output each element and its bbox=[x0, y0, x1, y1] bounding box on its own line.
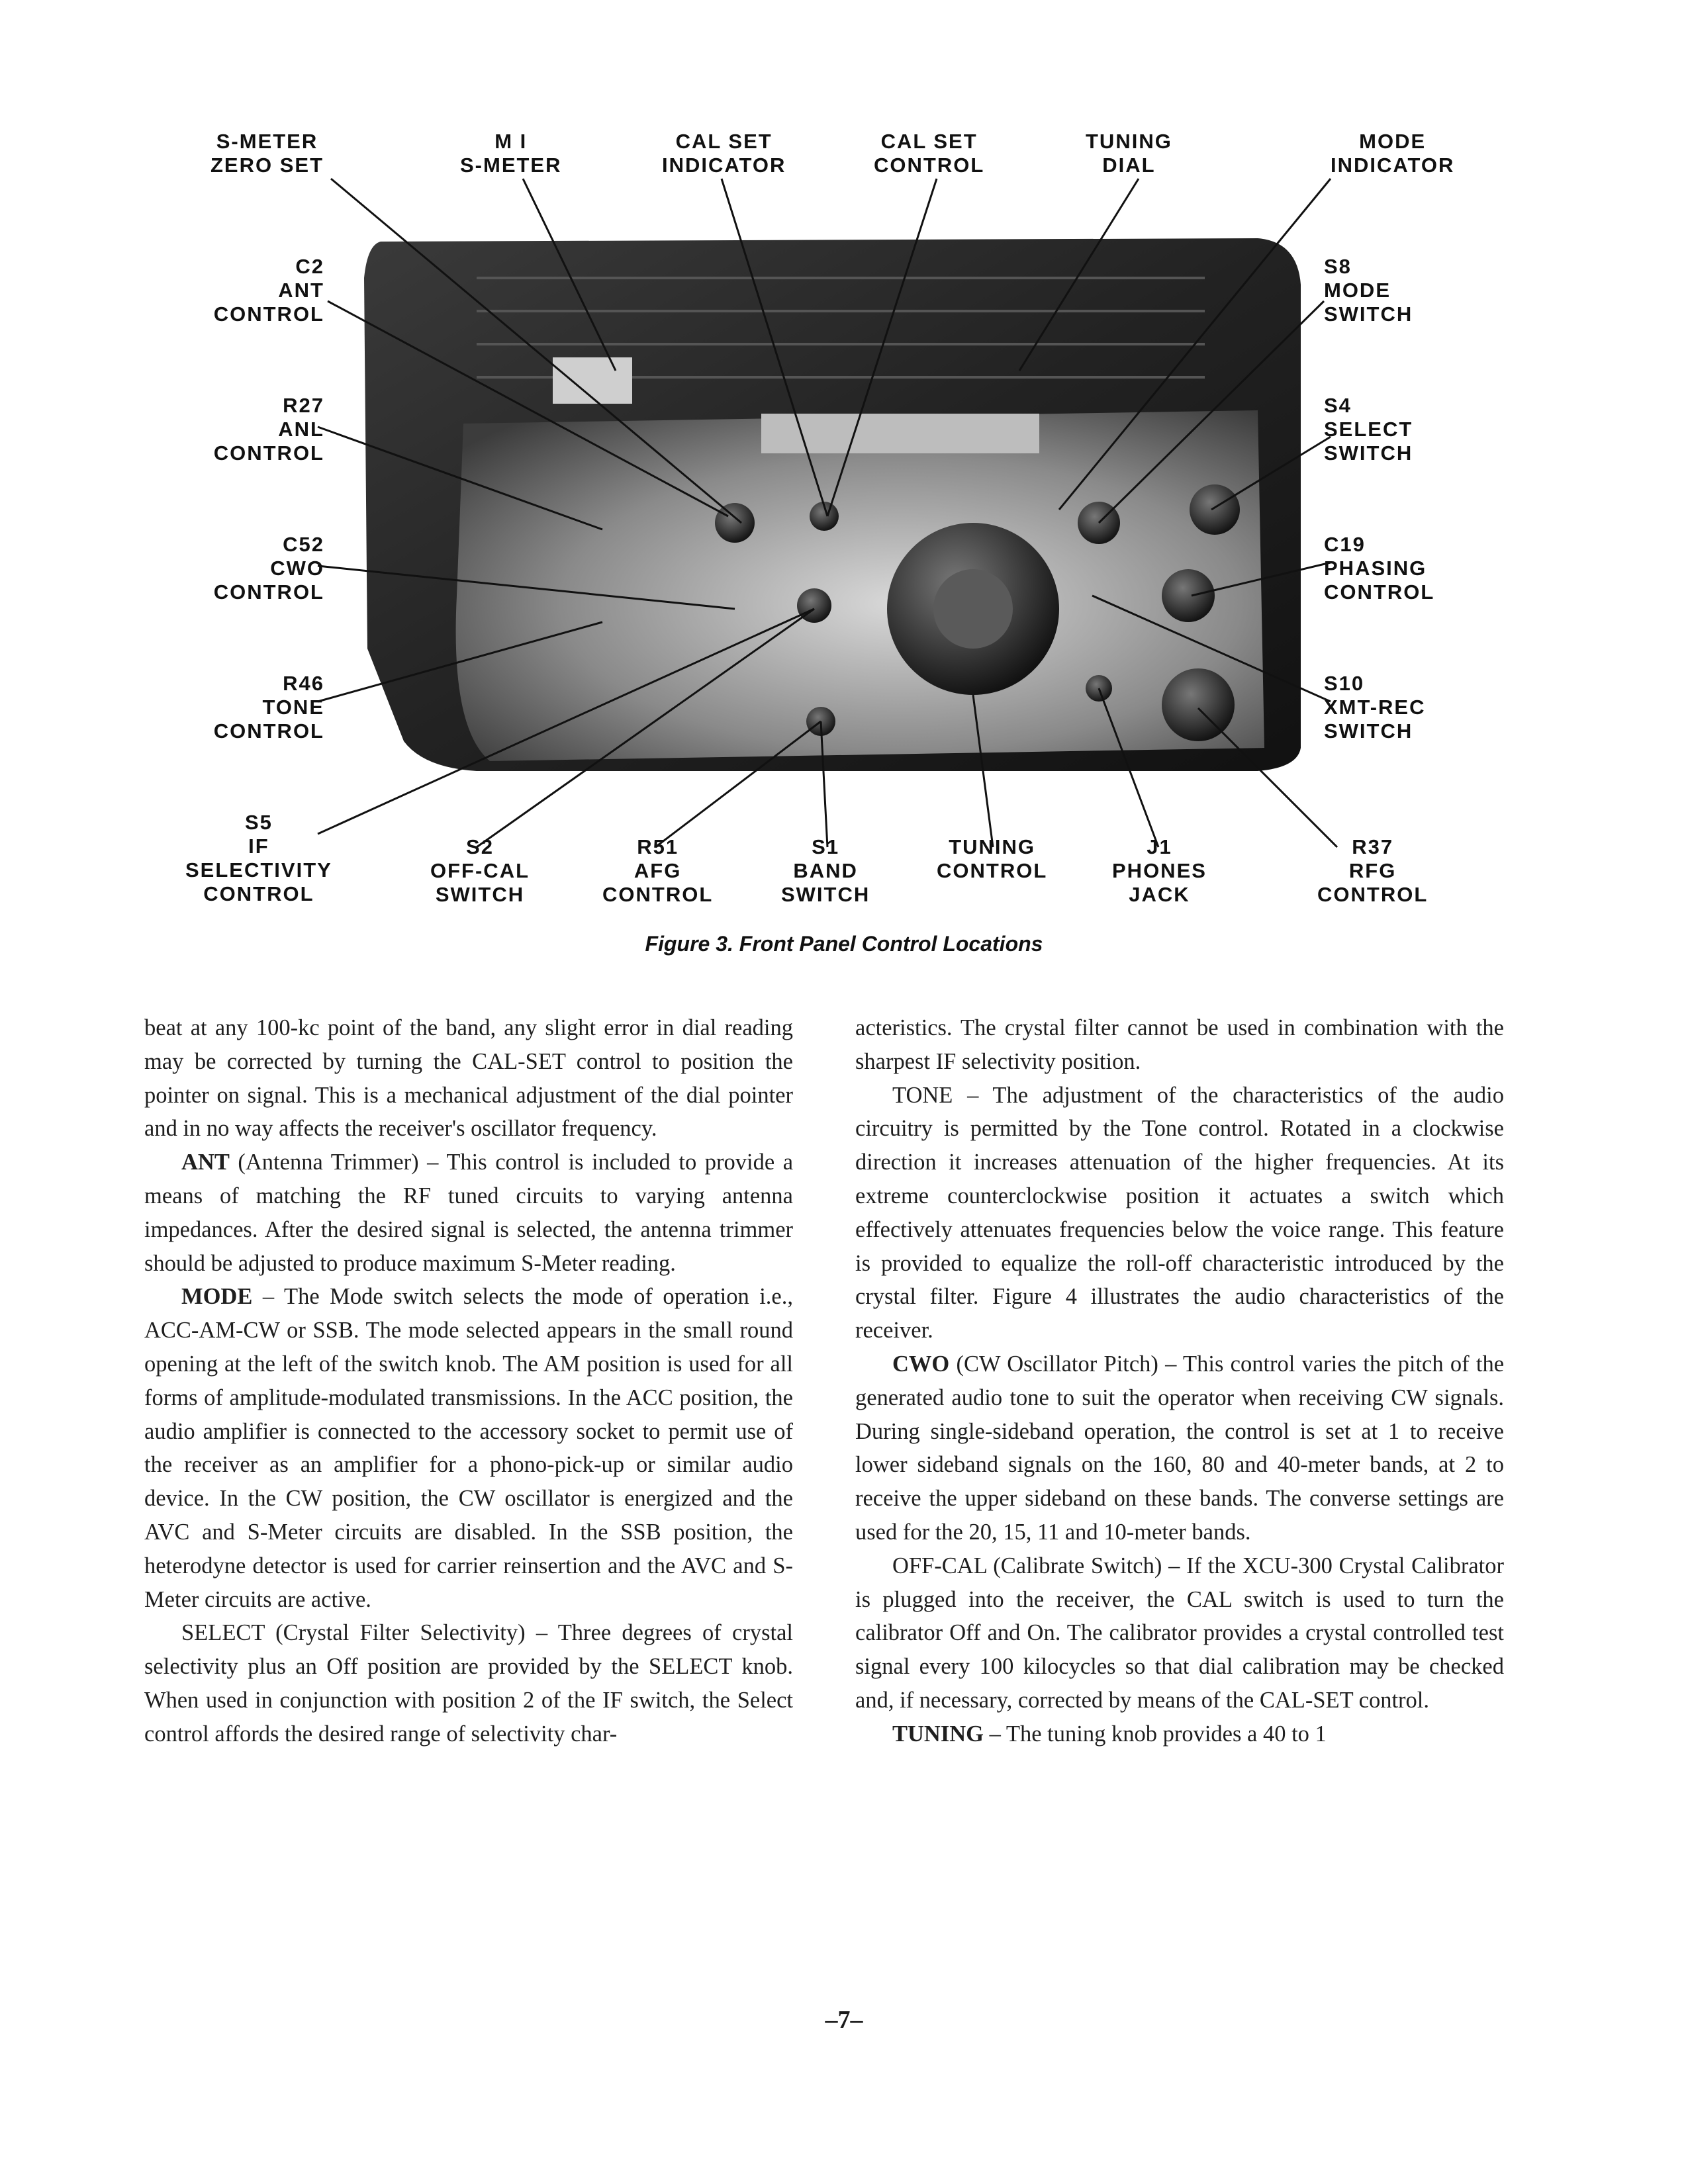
label-s1-band-switch: S1 BAND SWITCH bbox=[781, 835, 870, 906]
paragraph-off-cal: OFF-CAL (Calibrate Switch) – If the XCU-300 Crystal Calibrator is plugged into the receiver, the CAL switch is used to turn the calibrator Off and On. The calibrator provides a crystal controlled test signal every 100 kilocycles so that dial calibration may be checked and, if necessary, corrected by means of the CAL-SET control. bbox=[855, 1553, 1504, 1713]
label-c52-cwo-control: C52 CWO CONTROL bbox=[213, 533, 324, 604]
term: MODE bbox=[181, 1284, 253, 1310]
paragraph-select: SELECT (Crystal Filter Selectivity) – Three degrees of crystal selectivity plus an Off position are provided by the SELECT knob. When used in conjunction with position 2 of the IF switch, the Select control affords the desired range of selectivity char- bbox=[144, 1620, 793, 1747]
right-column bbox=[855, 1011, 1504, 1751]
label-c2-ant-control: C2 ANT CONTROL bbox=[213, 255, 324, 326]
label-r51-afg-control: R51 AFG CONTROL bbox=[602, 835, 714, 906]
term: SELECT bbox=[181, 1620, 265, 1646]
label-j1-phones-jack: J1 PHONES JACK bbox=[1112, 835, 1207, 906]
label-r46-tone-control: R46 TONE CONTROL bbox=[213, 672, 324, 743]
term: ANT bbox=[181, 1150, 230, 1175]
label-s10-xmt-rec-switch: S10 XMT-REC SWITCH bbox=[1324, 672, 1426, 743]
label-cal-set-indicator: CAL SET INDICATOR bbox=[662, 130, 786, 177]
label-tuning-control: TUNING CONTROL bbox=[937, 835, 1048, 882]
label-s8-mode-switch: S8 MODE SWITCH bbox=[1324, 255, 1413, 326]
label-cal-set-control: CAL SET CONTROL bbox=[874, 130, 985, 177]
label-c19-phasing-control: C19 PHASING CONTROL bbox=[1324, 533, 1435, 604]
label-s5-if-selectivity: S5 IF SELECTIVITY CONTROL bbox=[185, 811, 332, 905]
paragraph-tuning: TUNING – The tuning knob provides a 40 to 1 bbox=[892, 1721, 1327, 1747]
label-mode-indicator: MODE INDICATOR bbox=[1331, 130, 1455, 177]
page-number: –7– bbox=[825, 2006, 863, 2034]
label-m1-s-meter: M I S-METER bbox=[460, 130, 562, 177]
figure-caption: Figure 3. Front Panel Control Locations bbox=[645, 932, 1043, 956]
paragraph: acteristics. The crystal filter cannot be used in combination with the sharpest IF selectivity position. bbox=[855, 1015, 1504, 1074]
paragraph-mode: MODE – The Mode switch selects the mode of operation i.e., ACC-AM-CW or SSB. The mode selected appears in the small round opening at the left of the switch knob. The AM position is used for all forms of amplitude-modulated transmissions. In the ACC position, the audio amplifier is connected to the accessory socket to permit use of the receiver as an amplifier for a phono-pick-up or similar audio device. In the CW position, the CW oscillator is energized and the AVC and S-Meter circuits are disabled. In the SSB position, the heterodyne detector is used for carrier reinsertion and the AVC and S-Meter circuits are active. bbox=[144, 1284, 793, 1612]
label-s-meter-zero-set: S-METER ZERO SET bbox=[211, 130, 324, 177]
label-s2-off-cal-switch: S2 OFF-CAL SWITCH bbox=[430, 835, 530, 906]
left-column bbox=[144, 1011, 793, 1751]
label-s4-select-switch: S4 SELECT SWITCH bbox=[1324, 394, 1413, 465]
term: CWO bbox=[892, 1351, 950, 1377]
label-tuning-dial: TUNING DIAL bbox=[1086, 130, 1172, 177]
term: TUNING bbox=[892, 1721, 984, 1747]
paragraph-cwo: CWO (CW Oscillator Pitch) – This control varies the pitch of the generated audio tone to suit the operator when receiving CW signals. During single-sideband operation, the control is set at 1 to receive lower sideband signals on the 160, 80 and 40-meter bands, at 2 to receive the upper sideband on these bands. The converse settings are used for the 20, 15, 11 and 10-meter bands. bbox=[855, 1351, 1505, 1545]
paragraph-tone: TONE – The adjustment of the characteristics of the audio circuitry is permitted by the Tone control. Rotated in a clockwise direction it increases attenuation of the higher frequencies. At its extreme counterclockwise position it actuates a switch which effectively attenuates frequencies below the voice range. This feature is provided to equalize the roll-off characteristic introduced by the crystal filter. Figure 4 illustrates the audio characteristics of the receiver. bbox=[855, 1082, 1505, 1343]
term: OFF-CAL bbox=[892, 1553, 987, 1578]
paragraph: beat at any 100-kc point of the band, any slight error in dial reading may be corrected by turning the CAL-SET control to position the pointer on signal. This is a mechanical adjustment of the dial pointer and in no way affects the receiver's oscillator frequency. bbox=[144, 1015, 793, 1142]
label-r37-rfg-control: R37 RFG CONTROL bbox=[1317, 835, 1429, 906]
term: TONE bbox=[892, 1082, 953, 1108]
label-r27-anl-control: R27 ANL CONTROL bbox=[213, 394, 324, 465]
paragraph-ant: ANT (Antenna Trimmer) – This control is included to provide a means of matching the RF tuned circuits to varying antenna impedances. After the desired signal is selected, the antenna trimmer should be adjusted to produce maximum S-Meter reading. bbox=[144, 1150, 794, 1276]
